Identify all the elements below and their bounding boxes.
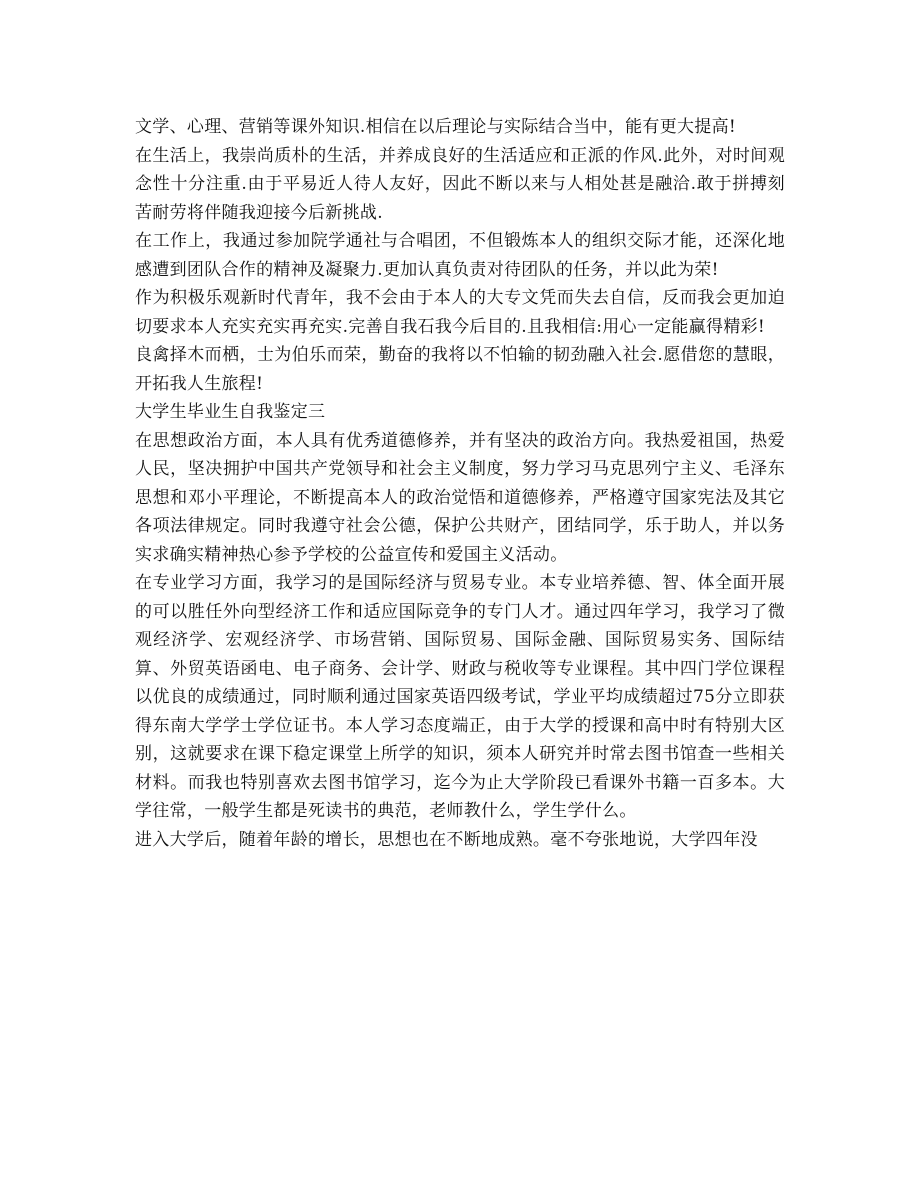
document-page [135,113,785,854]
paragraph: 在工作上，我通过参加院学通社与合唱团，不但锻炼本人的组织交际才能，还深化地感遭到团队合作的精神及凝聚力.更加认真负责对待团队的任务，并以此为荣! [135,231,785,280]
paragraph: 在生活上，我崇尚质朴的生活，并养成良好的生活适应和正派的作风.此外，对时间观念性十分注重.由于平易近人待人友好，因此不断以来与人相处甚是融洽.敢于拼搏刻苦耐劳将伴随我迎接今后新挑战. [135,145,785,223]
paragraph: 良禽择木而栖，士为伯乐而荣，勤奋的我将以不怕输的韧劲融入社会.愿借您的慧眼，开拓我人生旅程! [135,345,785,394]
paragraph: 在思想政治方面，本人具有优秀道德修养，并有坚决的政治方向。我热爱祖国，热爱人民，坚决拥护中国共产党领导和社会主义制度，努力学习马克思列宁主义、毛泽东思想和邓小平理论，不断提高本人的政治觉悟和道德修养，严格遵守国家宪法及其它各项法律规定。同时我遵守社会公德，保护公共财产，团结同学，乐于助人，并以务实求确实精神热心参予学校的公益宣传和爱国主义活动。 [135,430,785,565]
paragraph: 在专业学习方面，我学习的是国际经济与贸易专业。本专业培养德、智、体全面开展的可以胜任外向型经济工作和适应国际竞争的专门人才。通过四年学习，我学习了微观经济学、宏观经济学、市场营销、国际贸易、国际金融、国际贸易实务、国际结算、外贸英语函电、电子商务、会计学、财政与税收等专业课程。其中四门学位课程以优良的成绩通过，同时顺利通过国家英语四级考试，学业平均成绩超过75分立即获得东南大学学士学位证书。本人学习态度端正，由于大学的授课和高中时有特别大区别，这就要求在课下稳定课堂上所学的知识，须本人研究并时常去图书馆查一些相关材料。而我也特别喜欢去图书馆学习，迄今为止大学阶段已看课外书籍一百多本。大学往常，一般学生都是死读书的典范，老师教什么，学生学什么。 [135,573,785,821]
paragraph: 作为积极乐观新时代青年，我不会由于本人的大专文凭而失去自信，反而我会更加迫切要求本人充实充实再充实.完善自我石我今后目的.且我相信:用心一定能赢得精彩! [135,288,785,337]
paragraph: 进入大学后，随着年龄的增长，思想也在不断地成熟。毫不夸张地说，大学四年没 [135,829,758,850]
paragraph: 文学、心理、营销等课外知识.相信在以后理论与实际结合当中，能有更大提高! [135,117,737,137]
section-heading: 大学生毕业生自我鉴定三 [135,402,326,422]
